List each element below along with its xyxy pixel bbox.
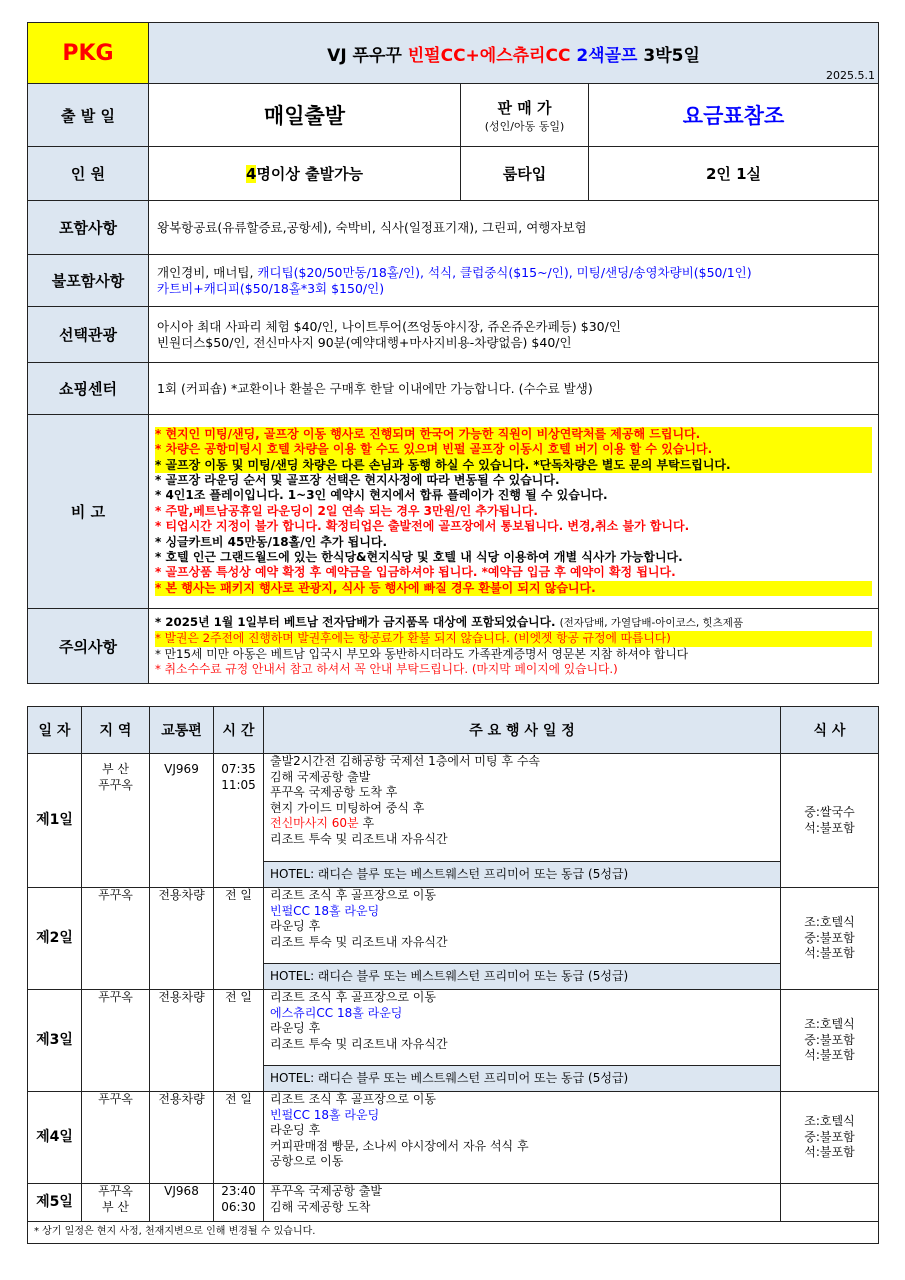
meals — [781, 1184, 879, 1222]
people-value — [149, 147, 461, 201]
day-label: 제5일 — [28, 1184, 82, 1222]
price-label-sub: (성인/아동 동일) — [484, 119, 565, 133]
day-label: 제2일 — [28, 888, 82, 990]
meals: 중:쌀국수 석:불포함 — [781, 754, 879, 888]
caution-list — [149, 609, 879, 684]
activities: 출발2시간전 김해공항 국제선 1층에서 미팅 후 수속 김해 국제공항 출발 푸꾸옥 국제공항 도착 후 현지 가이드 미팅하여 중식 후 전신마사지 60분 후 리조트 투숙 및 리조트내 자유식간 — [264, 754, 781, 862]
col-meals: 식 사 — [781, 707, 879, 754]
title-route: VJ 푸우꾸 — [327, 45, 408, 66]
col-activities: 주 요 행 사 일 정 — [264, 707, 781, 754]
shopping-text: 1회 (커피숍) *교환이나 환불은 구매후 한달 이내에만 가능합니다. (수수료 발생) — [149, 363, 879, 415]
title-golf: 2색골프 — [570, 45, 638, 66]
caution-item: * 취소수수료 규정 안내서 참고 하셔서 꼭 안내 부탁드립니다. (마지막 페이지에 있습니다.) — [155, 662, 618, 676]
people-text: 명이상 출발가능 — [256, 165, 364, 183]
itinerary-table — [27, 706, 879, 1244]
hotel-info: HOTEL: 래디슨 블루 또는 베스트웨스턴 프리미어 또는 동급 (5성급) — [264, 1066, 781, 1092]
people-min: 4 — [245, 165, 257, 183]
col-time: 시 간 — [214, 707, 264, 754]
transport: 전용차량 — [150, 990, 214, 1092]
day-label: 제3일 — [28, 990, 82, 1092]
day-label: 제4일 — [28, 1092, 82, 1184]
title-courses: 빈펄CC+에스츄리CC — [407, 45, 571, 66]
package-info-table — [27, 22, 879, 684]
price-label — [461, 84, 589, 147]
pkg-badge: PKG — [28, 23, 149, 84]
col-day: 일 자 — [28, 707, 82, 754]
notes-label: 비 고 — [28, 415, 149, 609]
price-label-main: 판 매 가 — [497, 98, 552, 117]
meals: 조:호텔식 중:불포함 석:불포함 — [781, 990, 879, 1092]
exclude-general: 개인경비, 매너팁, — [157, 264, 258, 280]
activities: 리조트 조식 후 골프장으로 이동 에스츄리CC 18홀 라운딩 라운딩 후 리조트 투숙 및 리조트내 자유식간 — [264, 990, 781, 1066]
departure-value: 매일출발 — [149, 84, 461, 147]
region: 푸꾸옥 — [82, 990, 150, 1092]
room-label: 룸타입 — [461, 147, 589, 201]
people-label: 인 원 — [28, 147, 149, 201]
note-item: * 차량은 공항미팅시 호텔 차량을 이용 할 수도 있으며 빈펄 골프장 이동시 호텔 버기 이용 할 수 있습니다. — [155, 442, 872, 457]
transport: 전용차량 — [150, 1092, 214, 1184]
option-text — [149, 307, 879, 363]
exclude-text — [149, 255, 879, 307]
include-label: 포함사항 — [28, 201, 149, 255]
col-transport: 교통편 — [150, 707, 214, 754]
note-item: * 현지인 미팅/샌딩, 골프장 이동 행사로 진행되며 한국어 가능한 직원이 비상연락처를 제공해 드립니다. — [155, 427, 872, 442]
notes-list — [149, 415, 879, 609]
caution-item: * 2025년 1월 1일부터 베트남 전자담배가 금지품목 대상에 포함되었습니다. (전자담배, 가열담배-아이코스, 힛츠제품 — [155, 614, 744, 629]
shopping-label: 쇼핑센터 — [28, 363, 149, 415]
title-duration: 3박5일 — [637, 45, 700, 66]
activities: 리조트 조식 후 골프장으로 이동 빈펄CC 18홀 라운딩 라운딩 후 커피판매점 빵문, 소나씨 야시장에서 자유 석식 후 공항으로 이동 — [264, 1092, 781, 1184]
time: 전 일 — [214, 888, 264, 990]
time: 07:35 11:05 — [214, 754, 264, 888]
caution-item: * 발권은 2주전에 진행하며 발권후에는 항공료가 환불 되지 않습니다. (비엣젯 항공 규정에 따릅니다) — [155, 631, 872, 647]
transport: VJ968 — [150, 1184, 214, 1222]
schedule-footnote: * 상기 일정은 현지 사정, 천재지변으로 인해 변경될 수 있습니다. — [28, 1222, 879, 1244]
col-region: 지 역 — [82, 707, 150, 754]
region: 푸꾸옥 부 산 — [82, 1184, 150, 1222]
time: 23:40 06:30 — [214, 1184, 264, 1222]
region: 푸꾸옥 — [82, 1092, 150, 1184]
activities: 푸꾸옥 국제공항 출발 김해 국제공항 도착 — [264, 1184, 781, 1222]
departure-label: 출 발 일 — [28, 84, 149, 147]
transport: 전용차량 — [150, 888, 214, 990]
meals: 조:호텔식 중:불포함 석:불포함 — [781, 888, 879, 990]
note-item: * 본 행사는 패키지 행사로 관광지, 식사 등 행사에 빠질 경우 환불이 되지 않습니다. — [155, 581, 872, 596]
region: 푸꾸옥 — [82, 888, 150, 990]
note-item: * 티업시간 지정이 불가 합니다. 확정티업은 출발전에 골프장에서 통보됩니다. 변경,취소 불가 합니다. — [155, 519, 690, 534]
note-item: * 주말,베트남공휴일 라운딩이 2일 연속 되는 경우 3만원/인 추가됩니다. — [155, 503, 538, 518]
doc-date: 2025.5.1 — [826, 69, 876, 82]
option-label: 선택관광 — [28, 307, 149, 363]
price-value: 요금표참조 — [589, 84, 879, 147]
meals: 조:호텔식 중:불포함 석:불포함 — [781, 1092, 879, 1184]
note-item: * 4인1조 플레이입니다. 1~3인 예약시 현지에서 합류 플레이가 진행 될 수 있습니다. — [155, 488, 608, 503]
package-title — [149, 23, 879, 84]
note-item: * 골프장 라운딩 순서 및 골프장 선택은 현지사정에 따라 변동될 수 있습니다. — [155, 472, 560, 487]
caution-label: 주의사항 — [28, 609, 149, 684]
time: 전 일 — [214, 990, 264, 1092]
caution-item: * 만15세 미만 아동은 베트남 입국시 부모와 동반하시더라도 가족관계증명서 영문본 지참 하셔야 합니다 — [155, 646, 689, 661]
time: 전 일 — [214, 1092, 264, 1184]
transport: VJ969 — [150, 754, 214, 888]
option-line-1: 아시아 최대 사파리 체험 $40/인, 나이트투어(쯔엉동야시장, 쥬온쥬온카페등) $30/인 — [157, 318, 621, 334]
hotel-info: HOTEL: 래디슨 블루 또는 베스트웨스턴 프리미어 또는 동급 (5성급) — [264, 964, 781, 990]
day-label: 제1일 — [28, 754, 82, 888]
hotel-info: HOTEL: 래디슨 블루 또는 베스트웨스턴 프리미어 또는 동급 (5성급) — [264, 862, 781, 888]
option-line-2: 빈원더스$50/인, 전신마사지 90분(예약대행+마사지비용-차량없음) $40/인 — [157, 334, 572, 350]
note-item: * 골프상품 특성상 예약 확정 후 예약금을 입금하셔야 됩니다. *예약금 입금 후 예약이 확정 됩니다. — [155, 565, 676, 580]
note-item: * 호텔 인근 그랜드월드에 있는 한식당&현지식당 및 호텔 내 식당 이용하여 개별 식사가 가능합니다. — [155, 550, 683, 565]
region: 부 산 푸꾸옥 — [82, 754, 150, 888]
exclude-cart: 카트비+캐디피($50/18홀*3회 $150/인) — [157, 280, 385, 296]
note-item: * 골프장 이동 및 미팅/샌딩 차량은 다른 손님과 동행 하실 수 있습니다. *단독차량은 별도 문의 부탁드립니다. — [155, 458, 872, 473]
activities: 리조트 조식 후 골프장으로 이동 빈펄CC 18홀 라운딩 라운딩 후 리조트 투숙 및 리조트내 자유식간 — [264, 888, 781, 964]
exclude-label: 불포함사항 — [28, 255, 149, 307]
exclude-fees: 캐디팁($20/50만동/18홀/인), 석식, 클럽중식($15~/인), 미팅/샌딩/송영차량비($50/1인) — [257, 264, 752, 280]
include-text: 왕복항공료(유류할증료,공항세), 숙박비, 식사(일정표기재), 그린피, 여행자보험 — [149, 201, 879, 255]
room-value: 2인 1실 — [589, 147, 879, 201]
note-item: * 싱글카트비 45만동/18홀/인 추가 됩니다. — [155, 534, 387, 549]
